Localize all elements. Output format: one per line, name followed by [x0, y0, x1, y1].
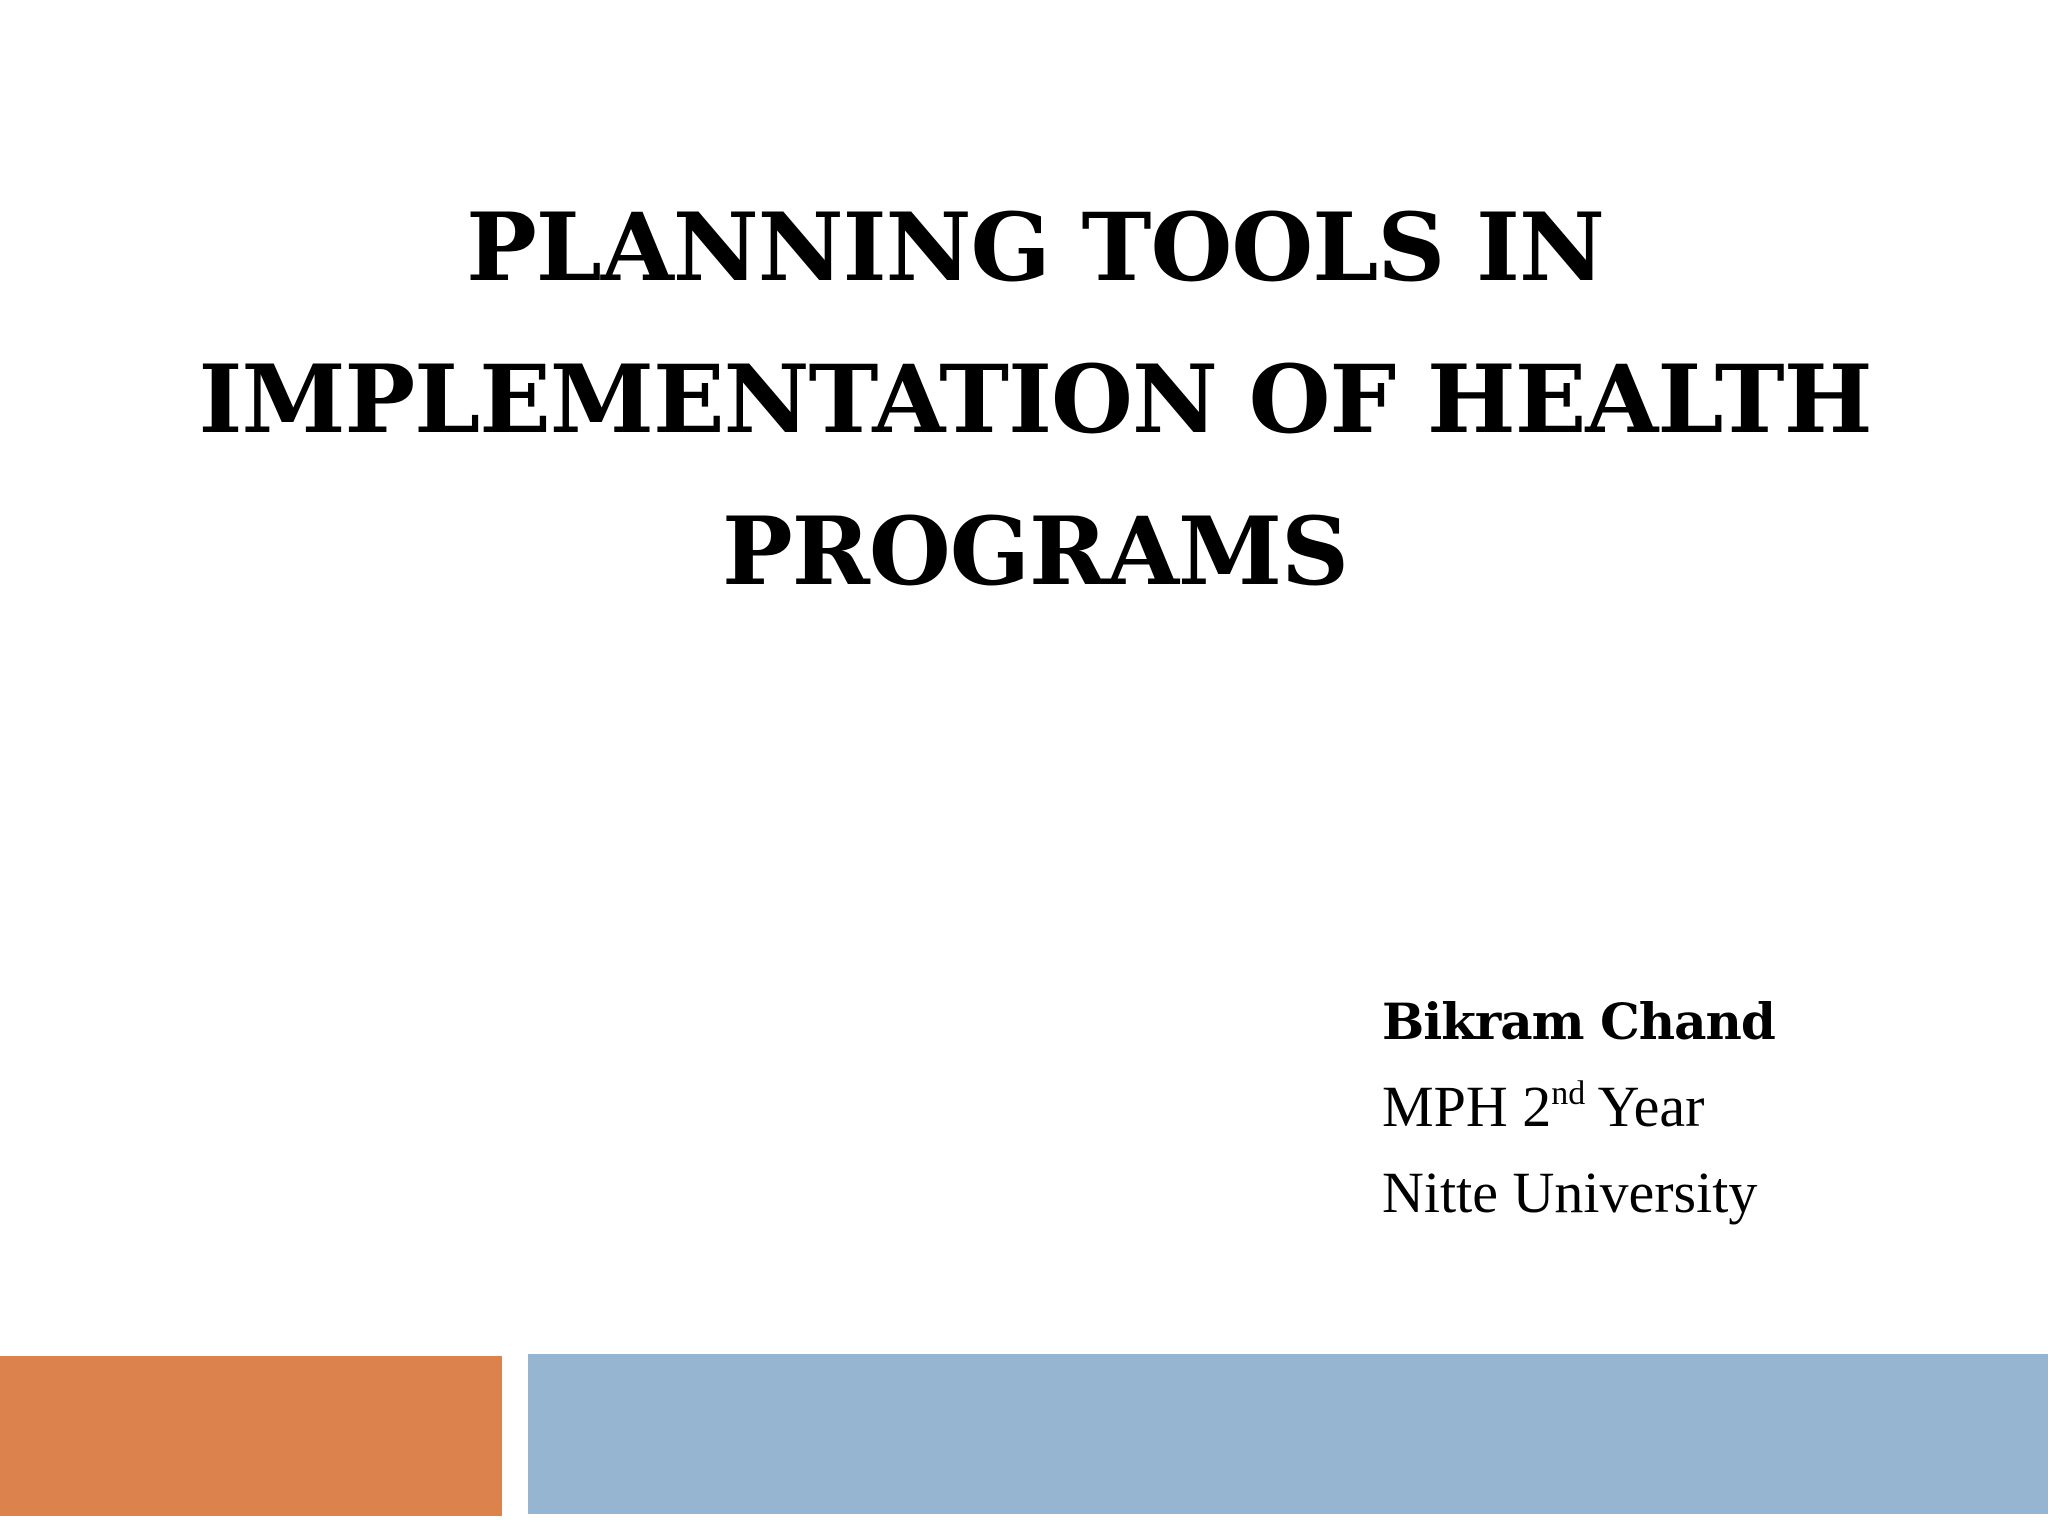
title-line-3: PROGRAMS [722, 497, 1348, 607]
accent-bar-blue [528, 1354, 2048, 1514]
program-suffix: Year [1585, 1074, 1705, 1139]
title-line-1: PLANNING TOOLS IN [466, 193, 1604, 303]
author-institution: Nitte University [1382, 1160, 1758, 1225]
slide-title [150, 172, 1920, 628]
author-block [1382, 980, 2002, 1236]
title-line-2: IMPLEMENTATION OF HEALTH [198, 345, 1872, 455]
author-name: Bikram Chand [1382, 992, 1775, 1051]
program-prefix: MPH 2 [1382, 1074, 1552, 1139]
program-superscript: nd [1551, 1075, 1586, 1112]
accent-bar-orange [0, 1356, 502, 1516]
author-program [1382, 1064, 2002, 1150]
